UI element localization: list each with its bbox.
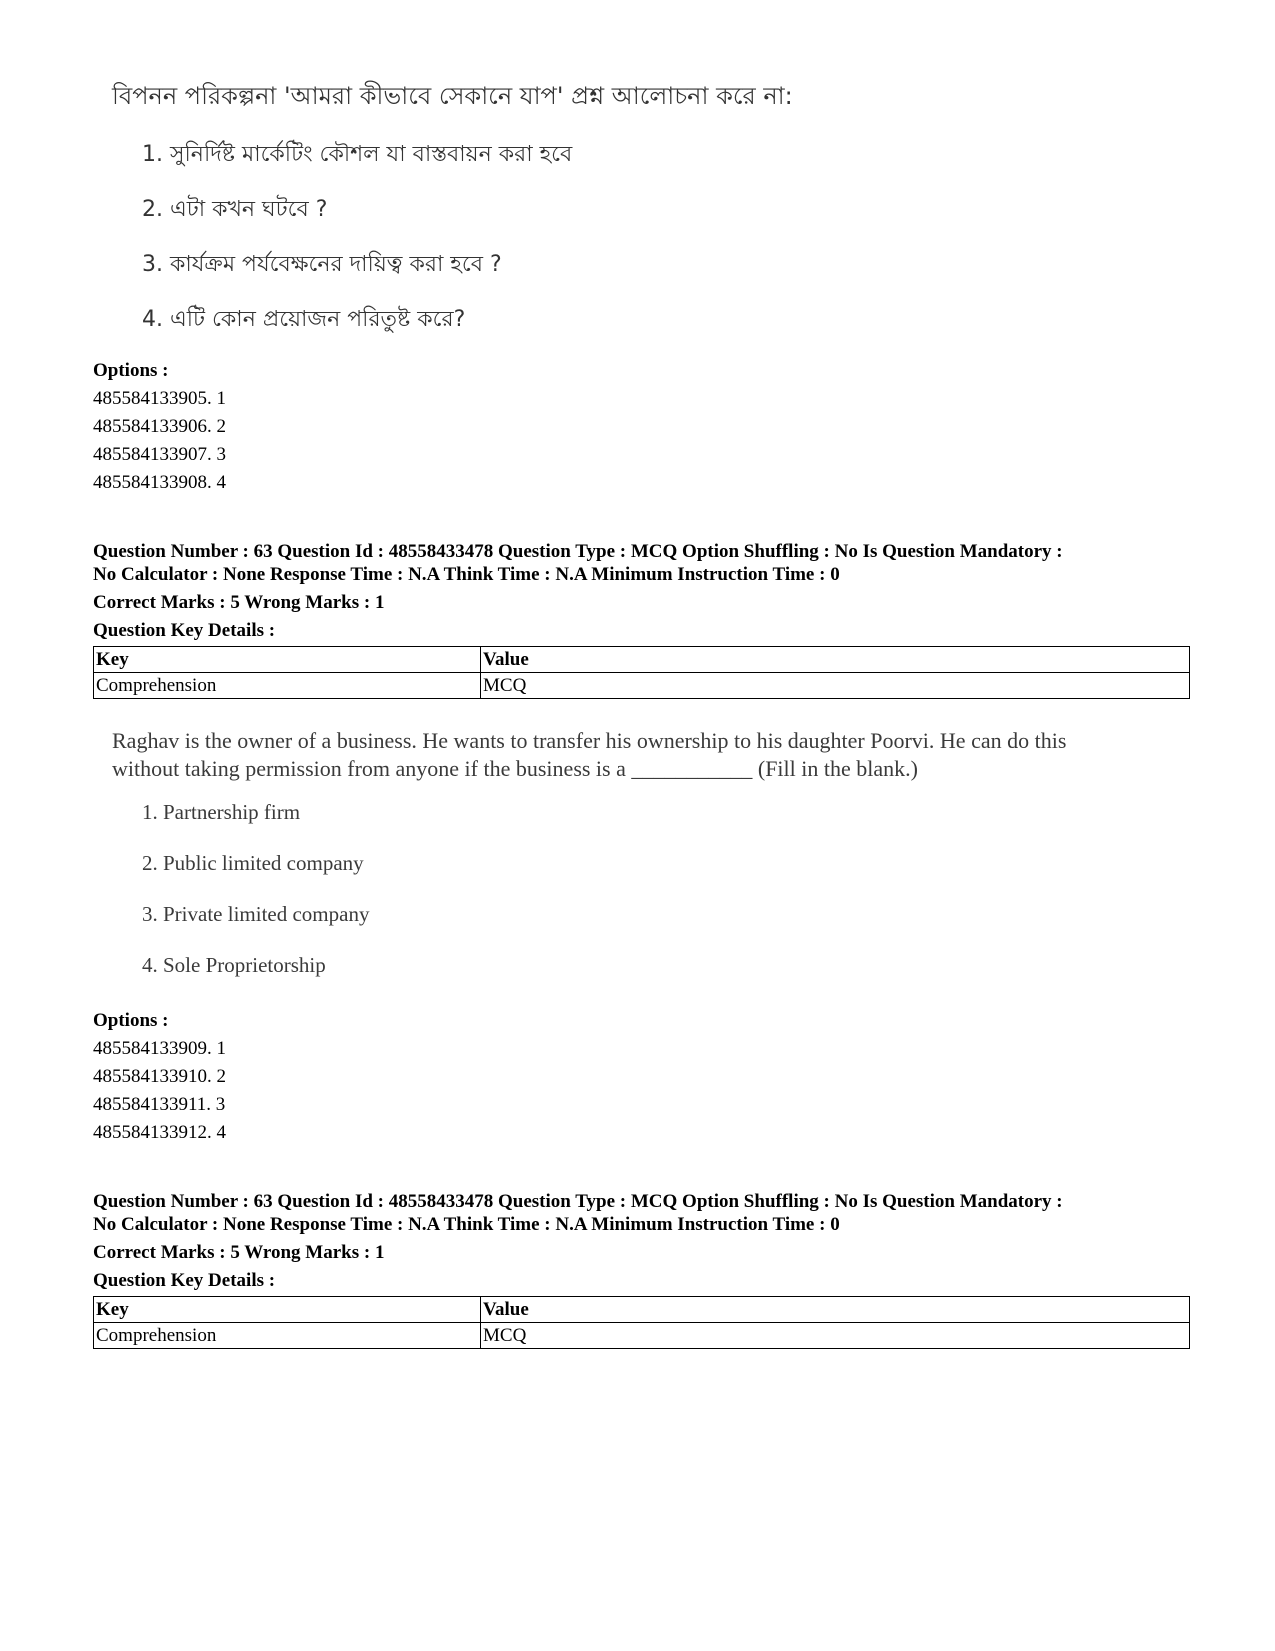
key-details-table xyxy=(93,646,1190,699)
english-stem-line-1: Raghav is the owner of a business. He wants to transfer his ownership to his daughter Poorvi. He can do this xyxy=(112,728,1067,753)
table-cell-value: MCQ xyxy=(481,1323,1190,1349)
table-header-key: Key xyxy=(94,647,481,673)
table-header-row xyxy=(94,647,1190,673)
option-item: 485584133908. 4 xyxy=(93,472,226,493)
question-meta-1 xyxy=(93,540,1193,699)
bengali-choice-2: 2. এটা কখন ঘটবে ? xyxy=(142,197,328,222)
english-choice-4: 4. Sole Proprietorship xyxy=(142,953,326,977)
bengali-choice-1: 1. সুনির্দিষ্ট মার্কেটিং কৌশল যা বাস্তবায়ন করা হবে xyxy=(142,142,573,167)
english-question-stem xyxy=(112,727,1152,783)
option-item: 485584133905. 1 xyxy=(93,388,226,409)
table-row xyxy=(94,1323,1190,1349)
option-item: 485584133910. 2 xyxy=(93,1066,226,1087)
options-label: Options : xyxy=(93,360,169,381)
question-meta-2 xyxy=(93,1190,1193,1349)
question-meta-line-2: No Calculator : None Response Time : N.A Think Time : N.A Minimum Instruction Time : 0 xyxy=(93,1214,840,1235)
option-item: 485584133912. 4 xyxy=(93,1122,226,1143)
option-item: 485584133907. 3 xyxy=(93,444,226,465)
english-choice-3: 3. Private limited company xyxy=(142,902,370,926)
key-details-label: Question Key Details : xyxy=(93,1270,276,1291)
key-details-table xyxy=(93,1296,1190,1349)
english-choice-1: 1. Partnership firm xyxy=(142,800,301,824)
bengali-question-stem: বিপনন পরিকল্পনা 'আমরা কীভাবে সেকানে যাপ' প্রশ্ন আলোচনা করে না: xyxy=(112,82,793,110)
option-item: 485584133906. 2 xyxy=(93,416,226,437)
table-header-value: Value xyxy=(481,647,1190,673)
english-stem-line-2: without taking permission from anyone if the business is a ___________ (Fill in the blank.) xyxy=(112,756,918,781)
table-header-key: Key xyxy=(94,1297,481,1323)
question-meta-line-2: No Calculator : None Response Time : N.A Think Time : N.A Minimum Instruction Time : 0 xyxy=(93,564,840,585)
options-block-2 xyxy=(93,1007,1193,1147)
marks-line: Correct Marks : 5 Wrong Marks : 1 xyxy=(93,592,385,613)
question-meta-line-1: Question Number : 63 Question Id : 48558433478 Question Type : MCQ Option Shuffling : No Is Question Mandatory : xyxy=(93,1191,1063,1212)
option-item: 485584133909. 1 xyxy=(93,1038,226,1059)
table-cell-key: Comprehension xyxy=(94,673,481,699)
bengali-choice-3: 3. কার্যক্রম পর্যবেক্ষনের দায়িত্ব করা হবে ? xyxy=(142,252,502,277)
english-choice-2: 2. Public limited company xyxy=(142,851,364,875)
question-meta-line-1: Question Number : 63 Question Id : 48558433478 Question Type : MCQ Option Shuffling : No Is Question Mandatory : xyxy=(93,541,1063,562)
marks-line: Correct Marks : 5 Wrong Marks : 1 xyxy=(93,1242,385,1263)
table-header-row xyxy=(94,1297,1190,1323)
option-item: 485584133911. 3 xyxy=(93,1094,226,1115)
table-row xyxy=(94,673,1190,699)
options-block-1 xyxy=(93,357,1193,497)
table-cell-value: MCQ xyxy=(481,673,1190,699)
table-cell-key: Comprehension xyxy=(94,1323,481,1349)
key-details-label: Question Key Details : xyxy=(93,620,276,641)
options-label: Options : xyxy=(93,1010,169,1031)
bengali-choice-4: 4. এটি কোন প্রয়োজন পরিতুষ্ট করে? xyxy=(142,307,466,332)
table-header-value: Value xyxy=(481,1297,1190,1323)
